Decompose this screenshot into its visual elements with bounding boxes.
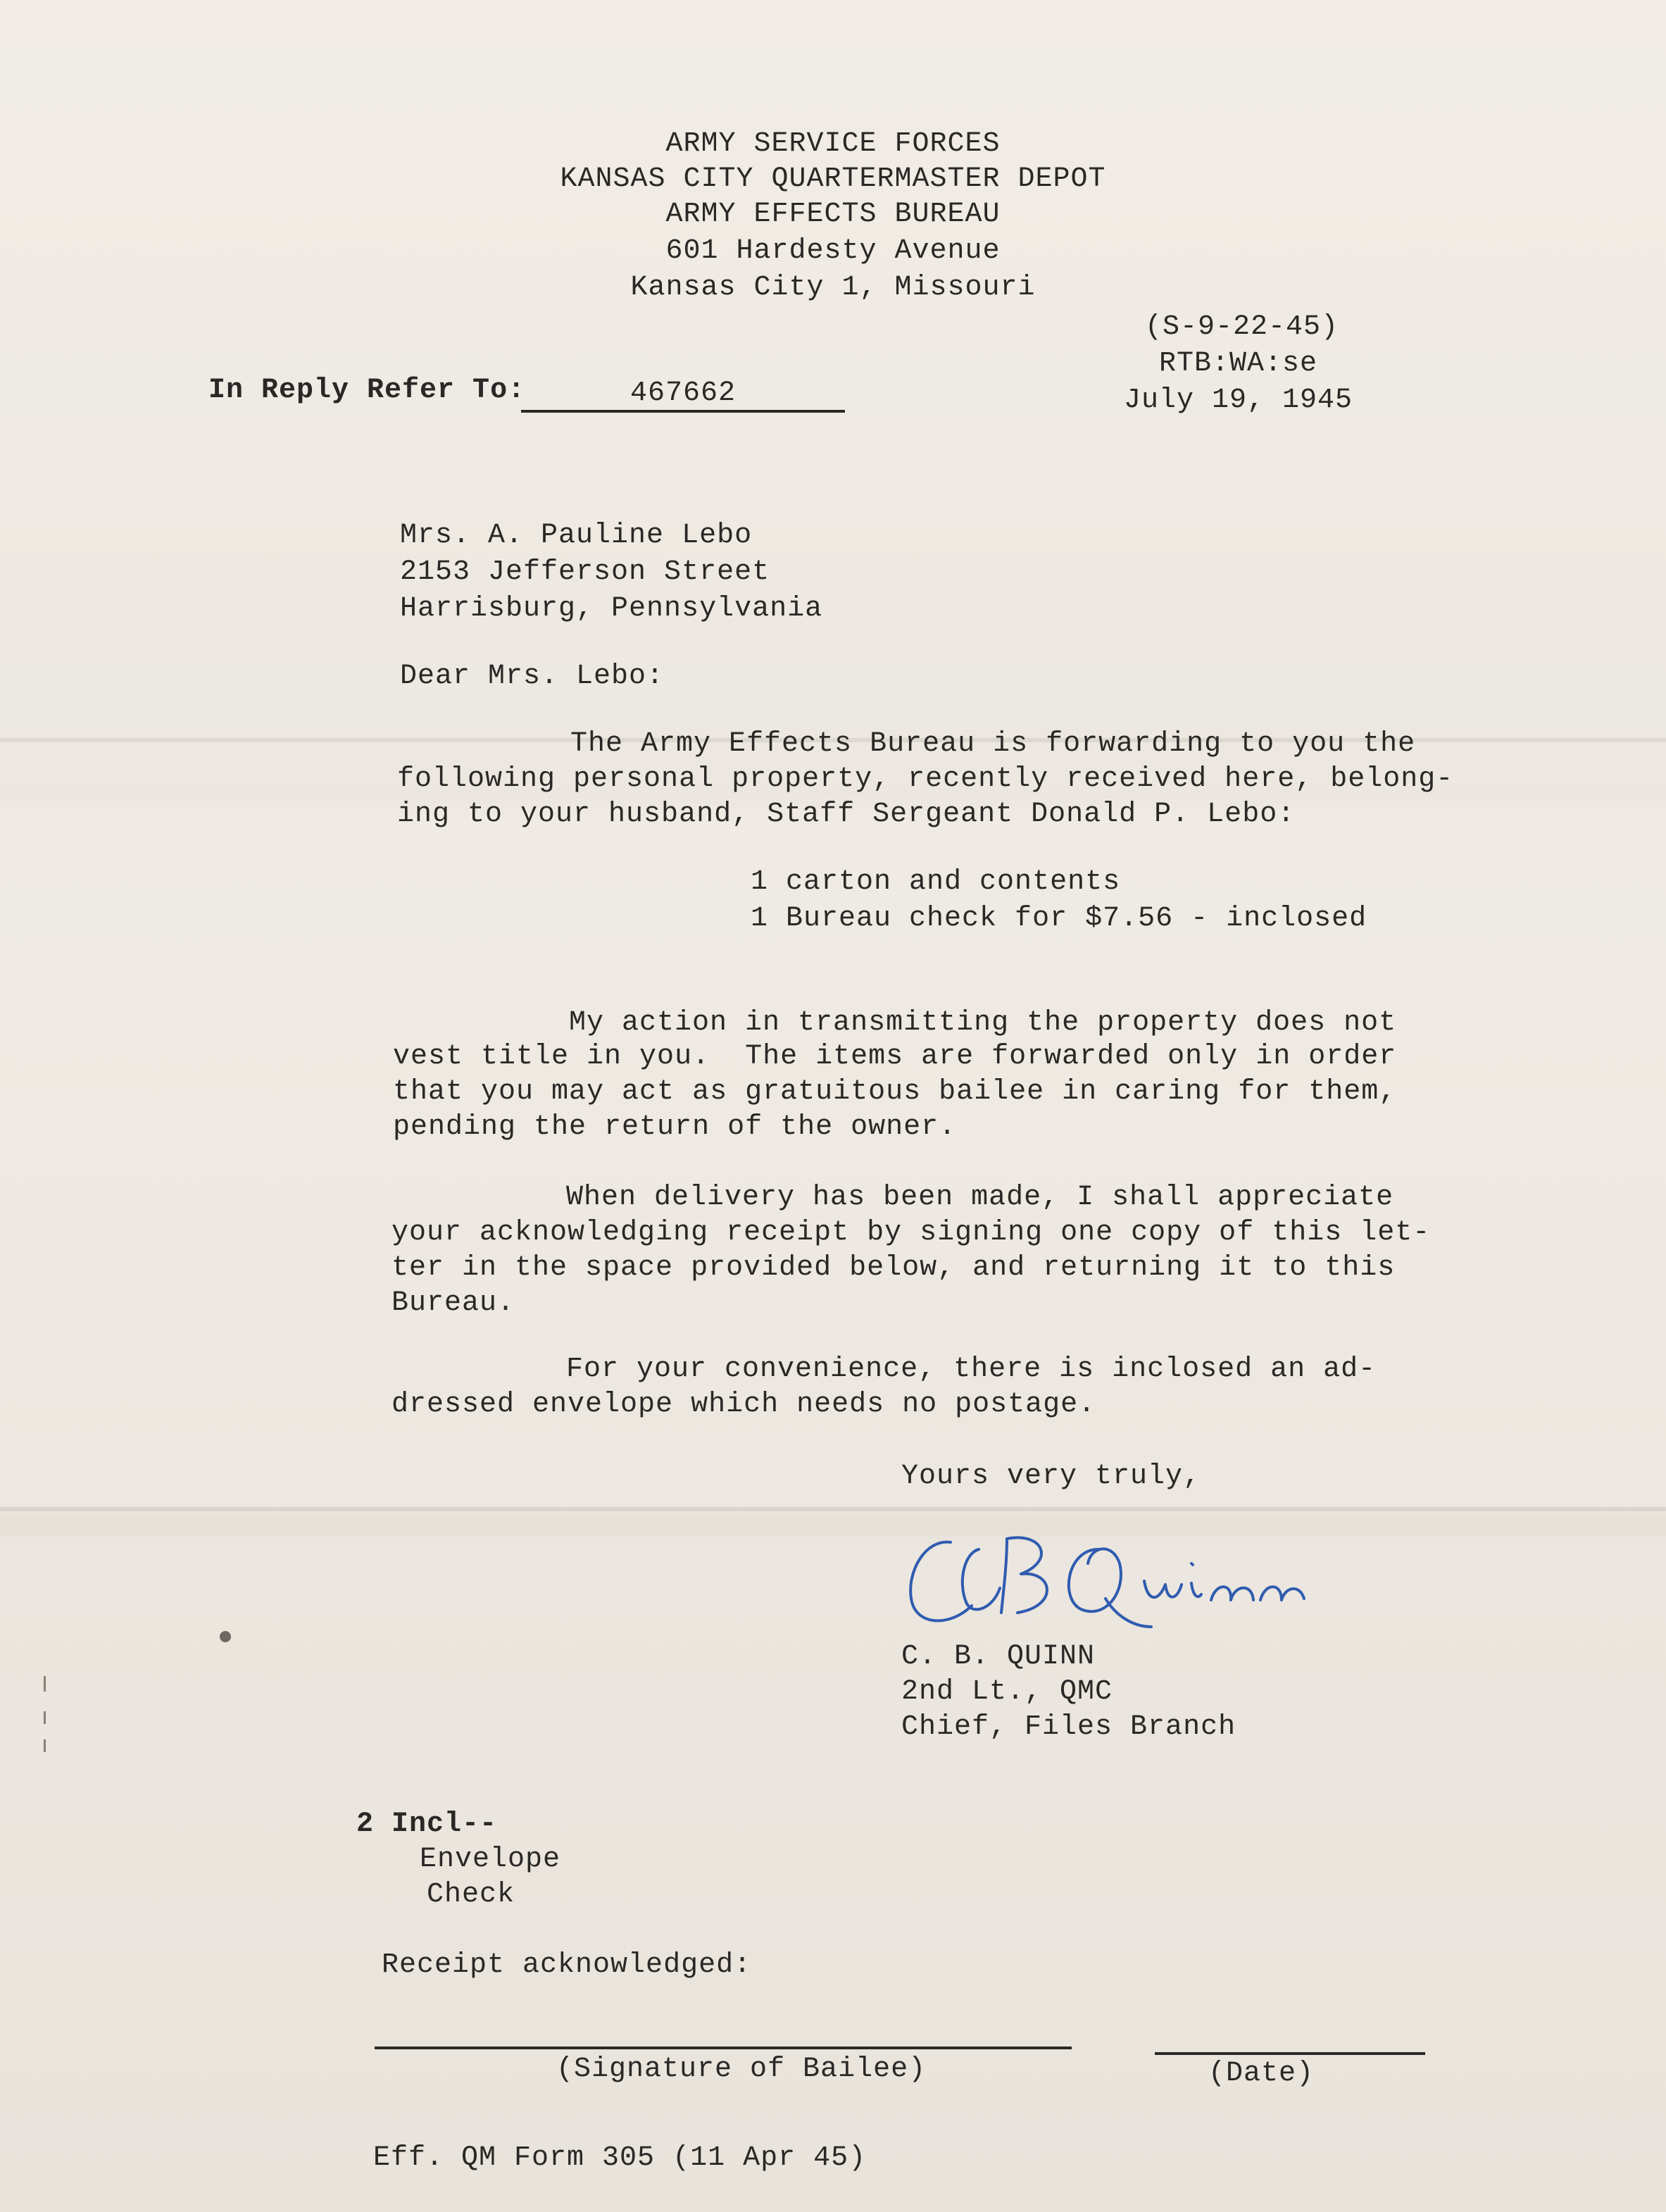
- recipient-city: Harrisburg, Pennsylvania: [400, 593, 823, 625]
- body-line: that you may act as gratuitous bailee in caring for them,: [393, 1076, 1397, 1108]
- letterhead-line: KANSAS CITY QUARTERMASTER DEPOT: [560, 163, 1106, 195]
- body-line: your acknowledging receipt by signing one copy of this let-: [392, 1217, 1431, 1249]
- edge-mark: [44, 1739, 46, 1752]
- enclosure-item: Envelope: [420, 1844, 561, 1875]
- property-item: 1 Bureau check for $7.56 - inclosed: [751, 903, 1367, 935]
- salutation: Dear Mrs. Lebo:: [400, 661, 665, 692]
- date-line: [1155, 2052, 1425, 2055]
- signer-rank: 2nd Lt., QMC: [901, 1676, 1113, 1708]
- signature-caption: (Signature of Bailee): [556, 2054, 927, 2085]
- body-line: dressed envelope which needs no postage.: [392, 1389, 1096, 1420]
- signer-title: Chief, Files Branch: [901, 1711, 1236, 1743]
- letterhead-line: 601 Hardesty Avenue: [665, 235, 1001, 267]
- reference-number: 467662: [630, 377, 737, 409]
- reference-underline: [521, 410, 845, 413]
- body-line: When delivery has been made, I shall appreciate: [566, 1182, 1394, 1213]
- reply-refer-label: In Reply Refer To:: [208, 375, 526, 406]
- edge-mark: [44, 1676, 46, 1692]
- recipient-street: 2153 Jefferson Street: [400, 556, 770, 588]
- form-identifier: Eff. QM Form 305 (11 Apr 45): [373, 2142, 867, 2174]
- letterhead-line: Kansas City 1, Missouri: [630, 272, 1036, 304]
- body-line: following personal property, recently received here, belong-: [397, 763, 1454, 795]
- body-line: ing to your husband, Staff Sergeant Donald P. Lebo:: [397, 799, 1296, 830]
- paper-fold: [0, 1507, 1666, 1511]
- reference-code: (S-9-22-45): [1145, 311, 1339, 343]
- body-line: For your convenience, there is inclosed an ad-: [566, 1354, 1377, 1385]
- receipt-label: Receipt acknowledged:: [382, 1949, 752, 1981]
- handwritten-signature: [901, 1521, 1310, 1648]
- enclosure-count: 2 Incl--: [356, 1808, 498, 1840]
- body-line: My action in transmitting the property does not: [569, 1007, 1397, 1039]
- recipient-name: Mrs. A. Pauline Lebo: [400, 520, 753, 551]
- body-line: pending the return of the owner.: [393, 1111, 957, 1143]
- body-line: Bureau.: [392, 1287, 515, 1319]
- signer-name: C. B. QUINN: [901, 1641, 1096, 1673]
- enclosure-item: Check: [427, 1879, 515, 1911]
- letter-date: July 19, 1945: [1124, 385, 1353, 416]
- body-line: ter in the space provided below, and returning it to this: [392, 1252, 1396, 1284]
- property-item: 1 carton and contents: [751, 866, 1121, 898]
- body-line: The Army Effects Bureau is forwarding to you the: [570, 728, 1416, 760]
- letterhead-line: ARMY EFFECTS BUREAU: [665, 199, 1001, 230]
- edge-mark: [44, 1711, 46, 1724]
- closing: Yours very truly,: [901, 1461, 1201, 1492]
- bailee-signature-line: [375, 2047, 1072, 2049]
- body-line: vest title in you. The items are forwarded only in order: [393, 1041, 1397, 1073]
- reference-initials: RTB:WA:se: [1159, 348, 1318, 380]
- letterhead-line: ARMY SERVICE FORCES: [665, 128, 1001, 160]
- paper-speck: [220, 1631, 231, 1642]
- date-caption: (Date): [1208, 2058, 1315, 2089]
